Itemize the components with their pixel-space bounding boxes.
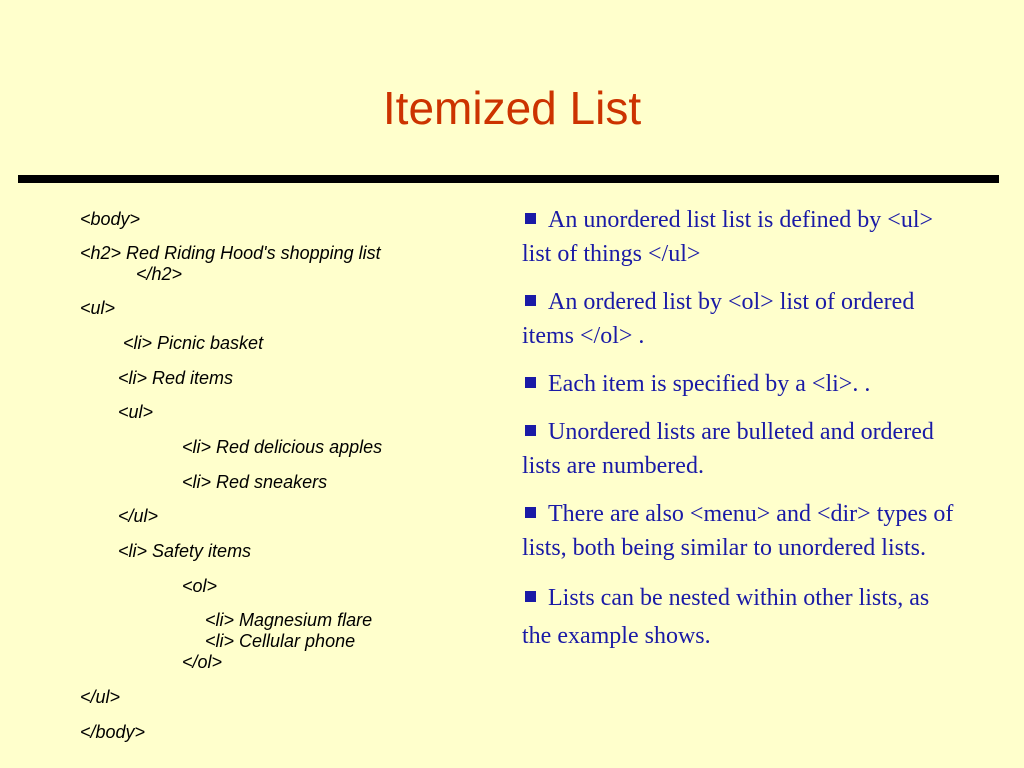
slide-title: Itemized List bbox=[382, 82, 642, 134]
code-line: <li> Picnic basket bbox=[123, 333, 264, 353]
code-line: <li> Red sneakers bbox=[182, 472, 328, 492]
bullet-item bbox=[522, 579, 962, 655]
code-line: <li> Cellular phone bbox=[205, 631, 356, 651]
square-bullet-icon bbox=[525, 507, 536, 518]
code-line: <li> Red delicious apples bbox=[182, 437, 383, 457]
bullet-text: Lists can be nested within other lists, as the example shows. bbox=[522, 585, 930, 649]
code-line: <li> Red items bbox=[118, 368, 234, 388]
bullet-text: An unordered list list is defined by <ul> list of things </ul> bbox=[522, 207, 934, 267]
code-line: </ol> bbox=[182, 652, 223, 672]
code-line: <h2> Red Riding Hood's shopping list bbox=[80, 243, 381, 263]
square-bullet-icon bbox=[525, 213, 536, 224]
bullet-text: Unordered lists are bulleted and ordered lists are numbered. bbox=[522, 419, 934, 479]
code-line: </h2> bbox=[136, 264, 183, 284]
code-line: </ul> bbox=[80, 687, 121, 707]
code-line: <li> Safety items bbox=[118, 541, 252, 561]
code-line: <li> Magnesium flare bbox=[205, 610, 373, 630]
bullet-item bbox=[522, 367, 962, 401]
code-line: <ol> bbox=[182, 576, 218, 596]
bullet-text: There are also <menu> and <dir> types of lists, both being similar to unordered lists. bbox=[522, 501, 954, 561]
square-bullet-icon bbox=[525, 425, 536, 436]
code-line: </ul> bbox=[118, 506, 159, 526]
code-line: <ul> bbox=[80, 298, 116, 318]
code-line: </body> bbox=[80, 722, 146, 742]
square-bullet-icon bbox=[525, 377, 536, 388]
bullet-list bbox=[522, 203, 962, 669]
title-divider bbox=[18, 175, 999, 183]
bullet-item bbox=[522, 285, 962, 353]
square-bullet-icon bbox=[525, 295, 536, 306]
code-line: <ul> bbox=[118, 402, 154, 422]
square-bullet-icon bbox=[525, 591, 536, 602]
bullet-text: An ordered list by <ol> list of ordered items </ol> . bbox=[522, 289, 915, 349]
bullet-text: Each item is specified by a <li>. . bbox=[548, 371, 871, 397]
bullet-item bbox=[522, 497, 962, 565]
code-line: <body> bbox=[80, 209, 141, 229]
bullet-item bbox=[522, 415, 962, 483]
bullet-item bbox=[522, 203, 962, 271]
